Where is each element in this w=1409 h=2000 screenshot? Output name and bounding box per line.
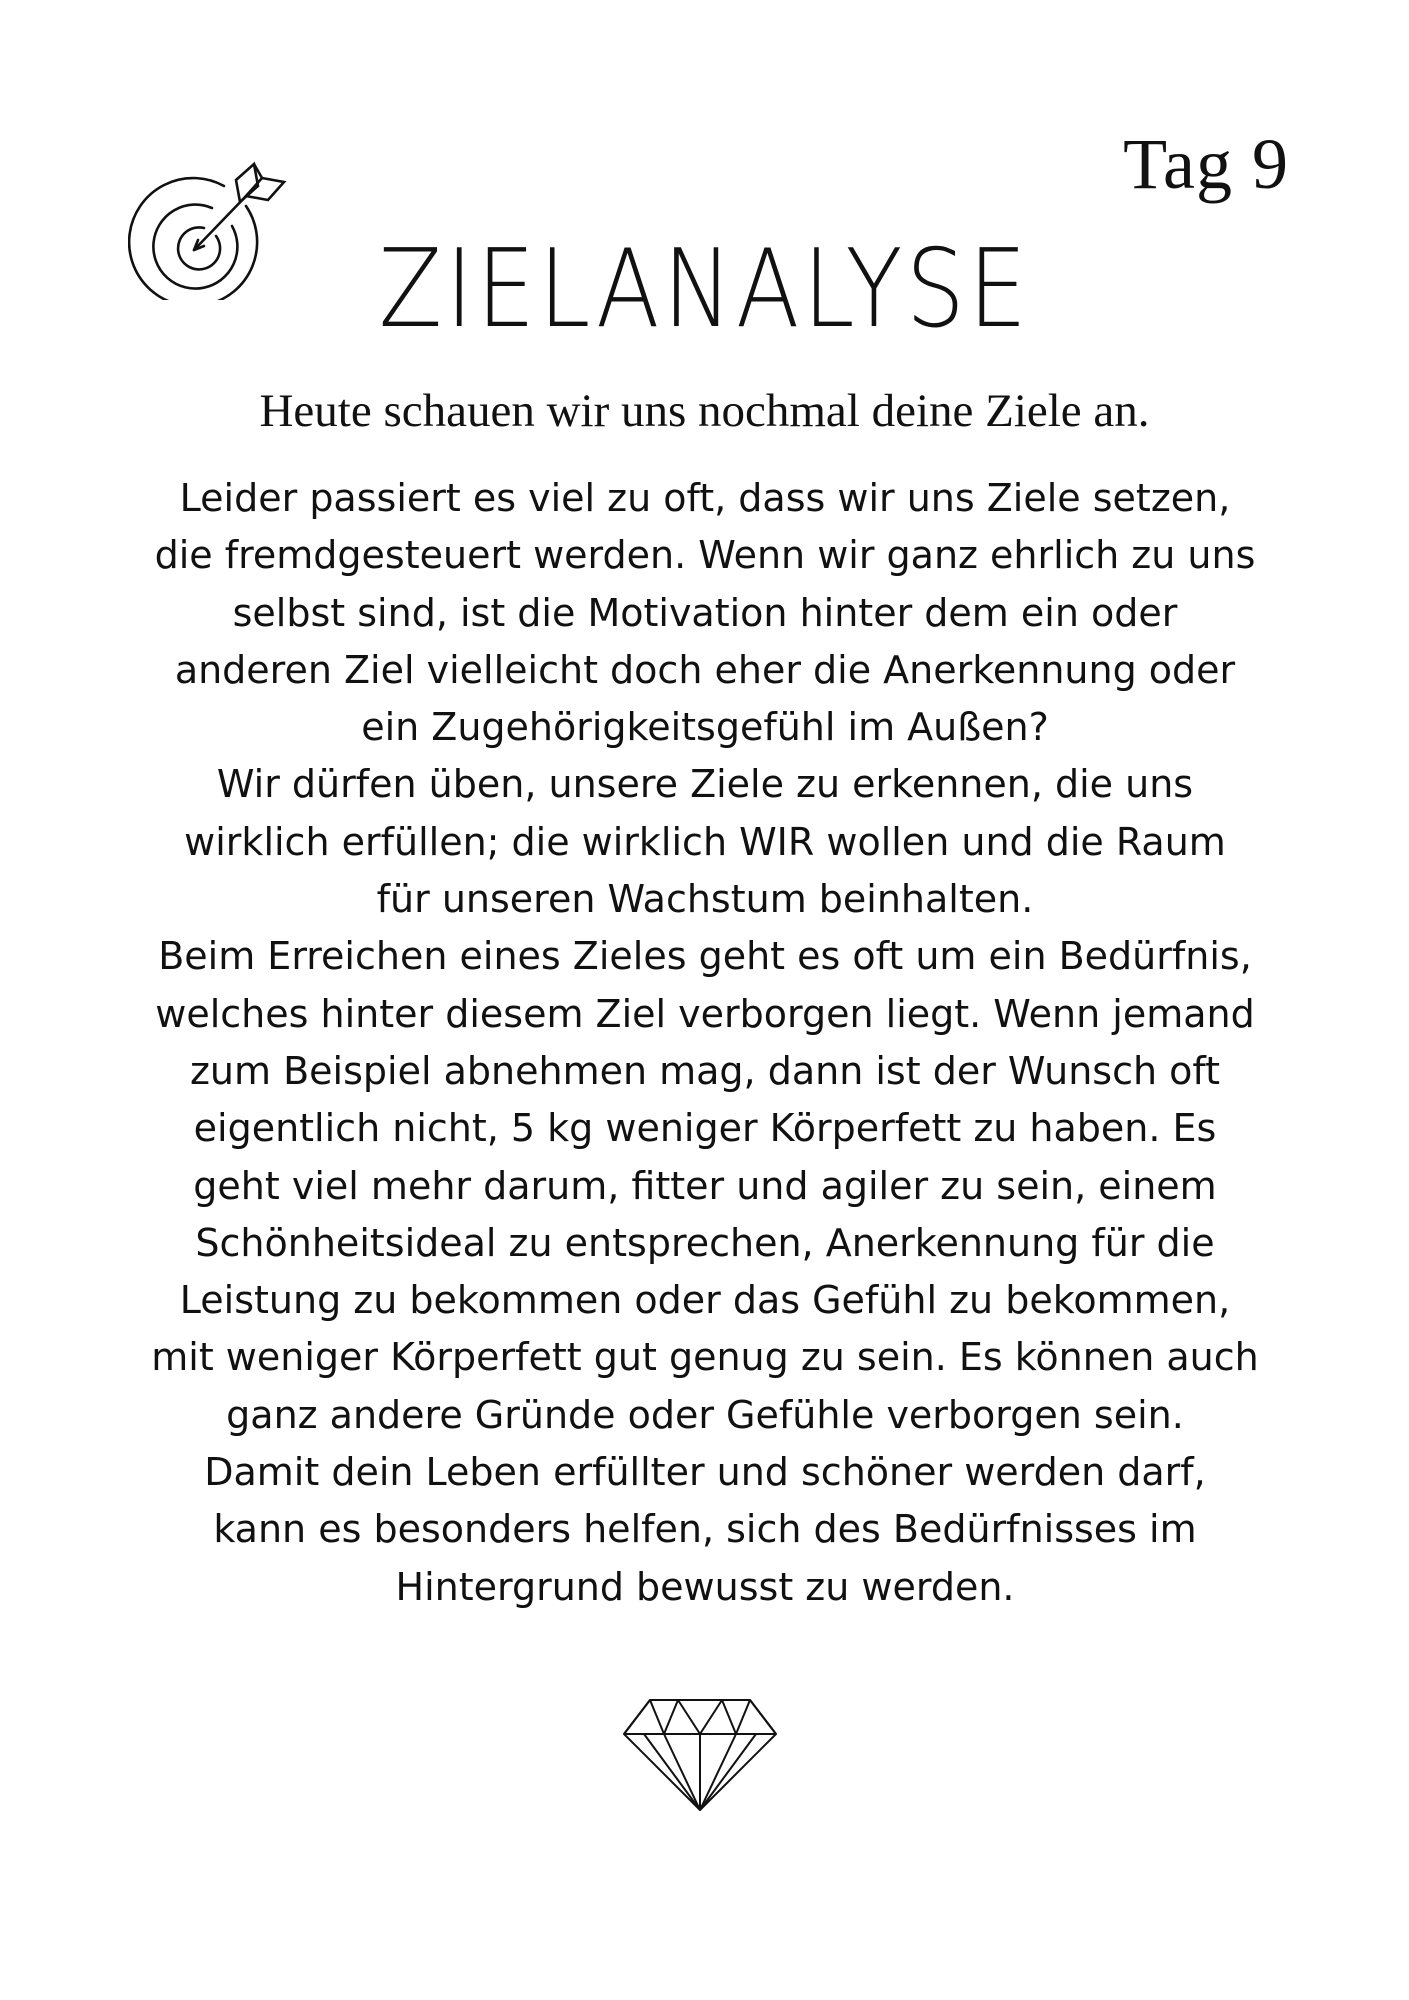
body-text (110, 470, 1300, 1616)
body-line: Schönheitsideal zu entsprechen, Anerkennung für die (195, 1220, 1215, 1265)
body-line: Leider passiert es viel zu oft, dass wir uns Ziele setzen, (179, 476, 1231, 520)
diamond-icon (620, 1692, 780, 1812)
day-label: Tag 9 (1123, 124, 1289, 204)
body-line: ganz andere Gründe oder Gefühle verborgen sein. (226, 1392, 1184, 1437)
body-line: Damit dein Leben erfüllter und schöner werden darf, (204, 1450, 1206, 1495)
body-line: Hintergrund bewusst zu werden. (395, 1564, 1015, 1609)
body-line: eigentlich nicht, 5 kg weniger Körperfett zu haben. Es (193, 1106, 1217, 1151)
body-line: anderen Ziel vielleicht doch eher die Anerkennung oder (174, 647, 1236, 692)
body-line: Beim Erreichen eines Zieles geht es oft um ein Bedürfnis, (158, 934, 1252, 979)
page-title: ZIELANALYSE (378, 227, 1031, 352)
body-line: ein Zugehörigkeitsgefühl im Außen? (361, 705, 1049, 750)
body-line: kann es besonders helfen, sich des Bedürfnisses im (213, 1507, 1197, 1552)
body-line: zum Beispiel abnehmen mag, dann ist der Wunsch oft (189, 1048, 1220, 1093)
body-line: Leistung zu bekommen oder das Gefühl zu bekommen, (179, 1278, 1231, 1323)
body-line: selbst sind, ist die Motivation hinter dem ein oder (232, 590, 1178, 635)
body-line: geht viel mehr darum, fitter und agiler zu sein, einem (193, 1163, 1217, 1208)
body-line: wirklich erfüllen; die wirklich WIR wollen und die Raum (184, 819, 1226, 864)
body-line: welches hinter diesem Ziel verborgen liegt. Wenn jemand (155, 991, 1255, 1036)
subtitle: Heute schauen wir uns nochmal deine Ziele an. (259, 385, 1150, 437)
body-line: die fremdgesteuert werden. Wenn wir ganz ehrlich zu uns (154, 533, 1256, 578)
body-line: für unseren Wachstum beinhalten. (376, 877, 1034, 922)
body-line: mit weniger Körperfett gut genug zu sein. Es können auch (151, 1335, 1259, 1380)
body-line: Wir dürfen üben, unsere Ziele zu erkennen, die uns (216, 762, 1194, 807)
